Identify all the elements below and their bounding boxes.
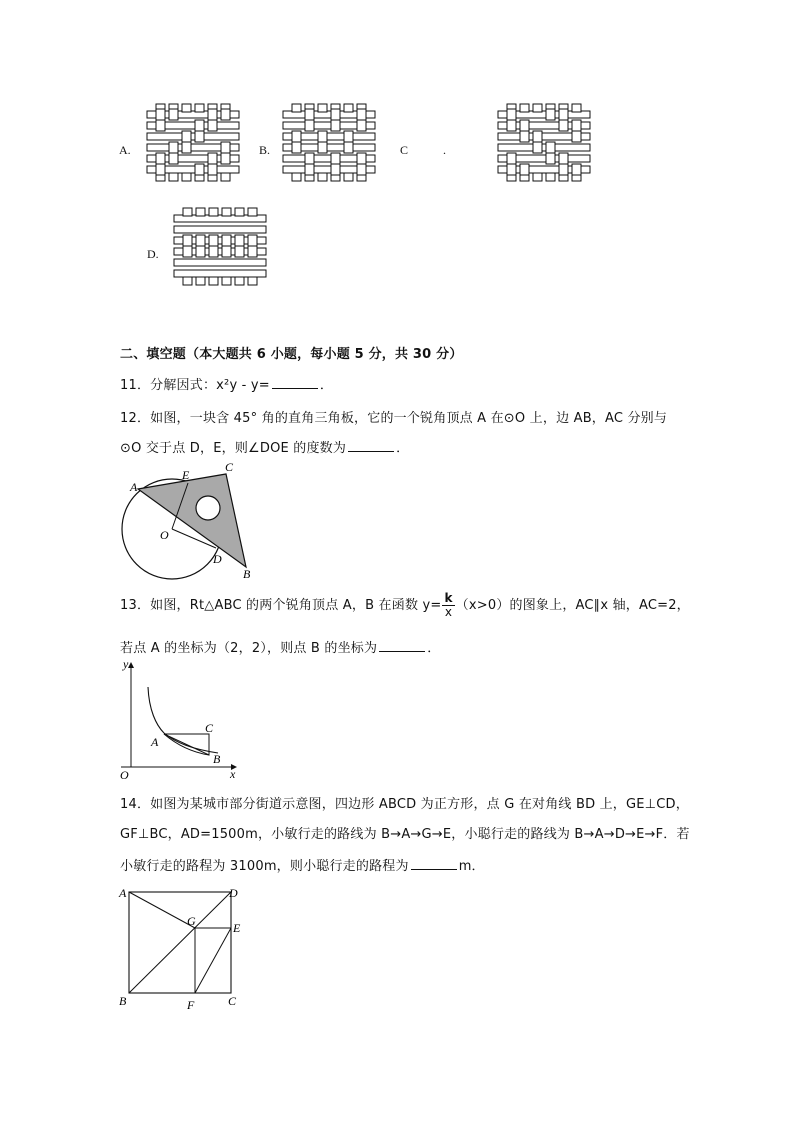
question-14-line-1: 14．如图为某城市部分街道示意图，四边形 ABCD 为正方形，点 G 在对角线 BD 上，GE⊥CD， xyxy=(120,797,689,812)
weave-vertical-strip-over xyxy=(169,153,178,164)
weave-vertical-strip-over xyxy=(331,153,340,164)
weave-vertical-strip-end xyxy=(533,104,542,112)
option-d-label: D. xyxy=(147,247,159,261)
weave-horizontal-strip xyxy=(174,270,266,277)
section-2-title: 二、填空题（本大题共 6 小题，每小题 5 分，共 30 分） xyxy=(120,347,463,362)
answer-blank xyxy=(272,377,318,389)
weave-vertical-strip-end xyxy=(572,104,581,112)
weave-vertical-strip-over xyxy=(169,109,178,120)
label-d: D xyxy=(213,552,222,566)
weave-vertical-strip-over xyxy=(182,142,191,153)
option-c-weave-figure xyxy=(497,103,601,190)
weave-vertical-strip-over xyxy=(183,235,192,246)
weave-vertical-strip-end xyxy=(235,277,244,285)
label-b: B xyxy=(243,567,251,581)
option-c-dot: . xyxy=(443,143,446,157)
weave-vertical-strip-over xyxy=(559,120,568,131)
answer-blank xyxy=(379,640,425,652)
option-a-weave-figure xyxy=(146,103,250,190)
weave-vertical-strip-over xyxy=(208,153,217,164)
weave-vertical-strip-over xyxy=(169,142,178,153)
question-14-end: m． xyxy=(458,859,485,874)
weave-vertical-strip-over xyxy=(520,120,529,131)
question-14-line-2: GF⊥BC，AD=1500m，小敏行走的路线为 B→A→G→E，小聪行走的路线为 B→A→D→E→F．若 xyxy=(120,827,690,842)
answer-blank xyxy=(411,858,457,870)
weave-vertical-strip-end xyxy=(318,173,327,181)
option-d-weave-figure xyxy=(173,207,277,294)
option-b-label: B. xyxy=(259,143,271,157)
answer-blank xyxy=(348,440,394,452)
triangle-abc xyxy=(138,474,246,567)
weave-vertical-strip-over xyxy=(533,131,542,142)
weave-vertical-strip-over xyxy=(331,164,340,175)
label-o: O xyxy=(160,528,169,542)
weave-vertical-strip-end xyxy=(546,173,555,181)
question-12-text: ⊙O 交于点 D，E，则∠DOE 的度数为 xyxy=(120,441,347,456)
weave-vertical-strip-over xyxy=(221,109,230,120)
weave-vertical-strip-end xyxy=(292,173,301,181)
question-11-end: ． xyxy=(319,378,334,393)
weave-vertical-strip-over xyxy=(546,109,555,120)
label-e: E xyxy=(182,468,190,482)
weave-vertical-strip-over xyxy=(208,109,217,120)
weave-vertical-strip-over xyxy=(195,120,204,131)
q12-circle-triangle-figure xyxy=(112,457,272,582)
q13-coordinate-figure xyxy=(118,655,248,780)
question-13-line-1 xyxy=(120,592,690,619)
question-13-line-2 xyxy=(120,637,440,656)
weave-vertical-strip-over xyxy=(208,120,217,131)
label-c: C xyxy=(228,994,237,1008)
label-f: F xyxy=(187,998,195,1012)
label-b: B xyxy=(213,752,221,766)
weave-vertical-strip-over xyxy=(572,120,581,131)
weave-vertical-strip-over xyxy=(357,120,366,131)
fraction-k-over-x xyxy=(442,592,454,619)
weave-vertical-strip-over xyxy=(572,164,581,175)
weave-vertical-strip-over xyxy=(507,109,516,120)
weave-vertical-strip-over xyxy=(507,153,516,164)
weave-vertical-strip-over xyxy=(318,142,327,153)
q14-square-street-figure xyxy=(116,882,256,1014)
label-e: E xyxy=(233,921,241,935)
weave-horizontal-strip xyxy=(147,133,239,140)
label-o: O xyxy=(120,768,129,780)
label-c: C xyxy=(225,460,234,474)
label-a: A xyxy=(151,735,159,749)
weave-vertical-strip-over xyxy=(305,109,314,120)
question-13-end: ． xyxy=(427,641,441,656)
weave-vertical-strip-over xyxy=(195,164,204,175)
weave-vertical-strip-end xyxy=(209,277,218,285)
option-c-label: C xyxy=(400,143,409,157)
label-c: C xyxy=(205,721,214,735)
weave-vertical-strip-over xyxy=(507,164,516,175)
segment-ef xyxy=(195,928,231,993)
weave-vertical-strip-end xyxy=(222,208,231,216)
weave-vertical-strip-over xyxy=(305,153,314,164)
label-x: x xyxy=(230,767,236,780)
weave-horizontal-strip xyxy=(174,259,266,266)
label-g: G xyxy=(187,914,196,928)
weave-vertical-strip-over xyxy=(520,164,529,175)
weave-vertical-strip-over xyxy=(520,131,529,142)
weave-vertical-strip-end xyxy=(533,173,542,181)
weave-vertical-strip-over xyxy=(305,120,314,131)
fraction-numerator: k xyxy=(444,591,453,605)
weave-vertical-strip-over xyxy=(546,142,555,153)
triangle-abc xyxy=(164,734,209,755)
weave-vertical-strip-over xyxy=(305,164,314,175)
weave-vertical-strip-over xyxy=(559,109,568,120)
weave-horizontal-strip xyxy=(174,226,266,233)
triangle-hole xyxy=(196,496,220,520)
weave-vertical-strip-end xyxy=(221,173,230,181)
weave-vertical-strip-over xyxy=(357,109,366,120)
question-12-line-1: 12．如图，一块含 45° 角的直角三角板，它的一个锐角顶点 A 在⊙O 上，边 AB，AC 分别与 xyxy=(120,411,668,426)
weave-vertical-strip-over xyxy=(344,131,353,142)
weave-vertical-strip-end xyxy=(222,277,231,285)
weave-vertical-strip-over xyxy=(196,246,205,257)
weave-vertical-strip-end xyxy=(196,208,205,216)
weave-vertical-strip-over xyxy=(156,153,165,164)
weave-vertical-strip-over xyxy=(292,131,301,142)
weave-vertical-strip-over xyxy=(183,246,192,257)
weave-vertical-strip-over xyxy=(572,131,581,142)
question-12-end: ． xyxy=(396,441,410,456)
weave-vertical-strip-over xyxy=(248,246,257,257)
question-13-text-pre: 13．如图，Rt△ABC 的两个锐角顶点 A，B 在函数 y= xyxy=(120,598,442,613)
weave-vertical-strip-over xyxy=(235,246,244,257)
weave-vertical-strip-over xyxy=(221,153,230,164)
weave-vertical-strip-end xyxy=(182,104,191,112)
fraction-denominator: x xyxy=(444,605,453,619)
label-a: A xyxy=(130,480,138,494)
weave-vertical-strip-end xyxy=(344,173,353,181)
weave-vertical-strip-over xyxy=(208,164,217,175)
weave-vertical-strip-end xyxy=(235,208,244,216)
diagonal-bd xyxy=(129,892,231,993)
weave-vertical-strip-over xyxy=(235,235,244,246)
weave-vertical-strip-over xyxy=(222,235,231,246)
weave-vertical-strip-over xyxy=(209,246,218,257)
weave-vertical-strip-over xyxy=(331,109,340,120)
weave-vertical-strip-over xyxy=(248,235,257,246)
weave-vertical-strip-over xyxy=(331,120,340,131)
weave-vertical-strip-over xyxy=(357,164,366,175)
weave-vertical-strip-over xyxy=(344,142,353,153)
label-y: y xyxy=(123,657,129,671)
weave-vertical-strip-over xyxy=(318,131,327,142)
weave-vertical-strip-end xyxy=(183,277,192,285)
weave-vertical-strip-over xyxy=(222,246,231,257)
label-b: B xyxy=(119,994,127,1008)
weave-vertical-strip-over xyxy=(507,120,516,131)
weave-vertical-strip-over xyxy=(357,153,366,164)
weave-horizontal-strip xyxy=(498,144,590,151)
weave-vertical-strip-end xyxy=(248,208,257,216)
weave-vertical-strip-over xyxy=(156,109,165,120)
label-d: D xyxy=(229,886,238,900)
weave-vertical-strip-over xyxy=(533,142,542,153)
weave-vertical-strip-over xyxy=(292,142,301,153)
question-14-text: 小敏行走的路程为 3100m，则小聪行走的路程为 xyxy=(120,859,409,874)
weave-vertical-strip-over xyxy=(156,164,165,175)
option-b-weave-figure xyxy=(282,103,386,190)
weave-vertical-strip-over xyxy=(209,235,218,246)
question-14-line-3 xyxy=(120,855,485,874)
weave-vertical-strip-over xyxy=(221,142,230,153)
weave-vertical-strip-end xyxy=(195,104,204,112)
weave-vertical-strip-end xyxy=(248,277,257,285)
weave-vertical-strip-over xyxy=(182,131,191,142)
label-a: A xyxy=(119,886,127,900)
weave-vertical-strip-over xyxy=(195,131,204,142)
weave-vertical-strip-end xyxy=(182,173,191,181)
weave-vertical-strip-end xyxy=(344,104,353,112)
weave-vertical-strip-end xyxy=(196,277,205,285)
weave-vertical-strip-end xyxy=(169,173,178,181)
weave-vertical-strip-end xyxy=(209,208,218,216)
weave-vertical-strip-over xyxy=(546,153,555,164)
question-13-text: 若点 A 的坐标为（2，2），则点 B 的坐标为 xyxy=(120,641,378,656)
question-11-text: 11．分解因式：x²y - y= xyxy=(120,378,270,393)
weave-vertical-strip-over xyxy=(559,153,568,164)
weave-vertical-strip-end xyxy=(520,104,529,112)
question-12-line-2 xyxy=(120,437,409,456)
option-a-label: A. xyxy=(119,143,131,157)
weave-vertical-strip-over xyxy=(196,235,205,246)
weave-vertical-strip-end xyxy=(292,104,301,112)
weave-vertical-strip-end xyxy=(183,208,192,216)
segment-ag xyxy=(129,892,195,928)
question-11 xyxy=(120,374,333,393)
weave-vertical-strip-over xyxy=(559,164,568,175)
weave-vertical-strip-over xyxy=(156,120,165,131)
question-13-text-post: （x>0）的图象上，AC∥x 轴，AC=2， xyxy=(455,598,690,613)
weave-vertical-strip-end xyxy=(318,104,327,112)
